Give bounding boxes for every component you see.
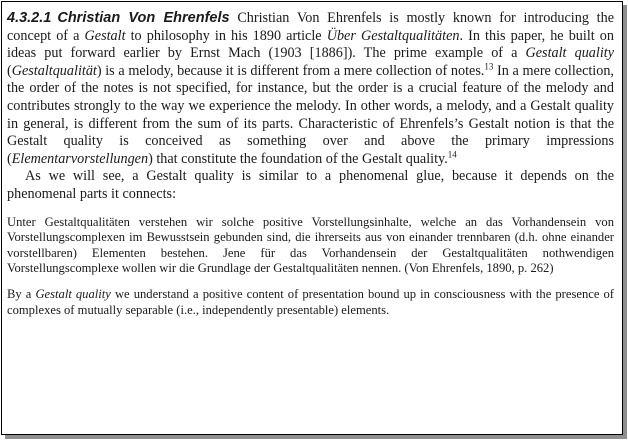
paragraph-2: As we will see, a Gestalt quality is similar to a phenomenal glue, because it depends on the phenomenal parts it connects: xyxy=(7,168,614,202)
qe-italic-1: Gestalt quality xyxy=(35,286,111,301)
section-title: Christian Von Ehrenfels xyxy=(57,10,230,26)
document-content xyxy=(7,10,614,318)
section-number: 4.3.2.1 xyxy=(7,10,52,26)
p1-text-1: Christian Von Ehrenfels is mostly known for introducing the concept of a xyxy=(7,10,615,44)
footnote-ref-14: 14 xyxy=(447,149,457,160)
p1-text-2: to philosophy in his 1890 article xyxy=(125,27,327,44)
p1-italic-3: Gestalt quality xyxy=(525,45,615,62)
section-heading xyxy=(7,10,230,26)
quote-german: Unter Gestaltqualitäten verstehen wir solche positive Vorstellungsinhalte, welche an das Vorhandensein von Vorstellungscomplexen im Bewusstsein gebunden sind, die ihrerseits aus von einander trennbaren (d.h. ohne einander vorstellbaren) Elementen bestehen. Jene für das Vorhandensein der Gestaltqualitäten nothwendigen Vorstellungscomplexe wollen wir die Grundlage der Gestaltqualitäten nennen. (Von Ehrenfels, 1890, p. 262) xyxy=(7,214,614,276)
p1-italic-4: Gestaltqualität xyxy=(11,62,97,79)
p1-text-6: In a mere collection, the order of the notes is not specified, for instance, but the order is a crucial feature of the melody and contributes strongly to the way we experience the melody. In other words, a melody, and a Gestalt quality in general, is different from the sum of its parts. Characteristic of Ehrenfels’s Gestalt notion is that the Gestalt quality is conceived as something over and above the primary impressions ( xyxy=(7,62,614,167)
qe-text-1: By a xyxy=(7,286,36,301)
quote-english xyxy=(7,287,614,318)
text-box xyxy=(1,1,623,435)
footnote-ref-13: 13 xyxy=(484,61,494,72)
p1-italic-2: Über Gestaltqualitäten xyxy=(326,27,460,44)
p1-text-7: ) that constitute the foundation of the Gestalt quality. xyxy=(148,150,448,167)
paragraph-1 xyxy=(7,10,614,168)
qe-text-2: we understand a positive content of presentation bound up in consciousness with the presence of complexes of mutually separable (i.e., independently presentable) elements. xyxy=(7,286,614,317)
p1-text-3: . In this paper, he built on ideas put forward earlier by Ernst Mach (1903 [1886]). The prime example of a xyxy=(7,27,614,62)
p1-text-5: ) is a melody, because it is different from a mere collection of notes. xyxy=(96,62,485,79)
p1-italic-5: Elementarvorstellungen xyxy=(11,150,149,167)
p1-italic-1: Gestalt xyxy=(84,27,126,44)
p1-text-4: ( xyxy=(7,62,12,79)
